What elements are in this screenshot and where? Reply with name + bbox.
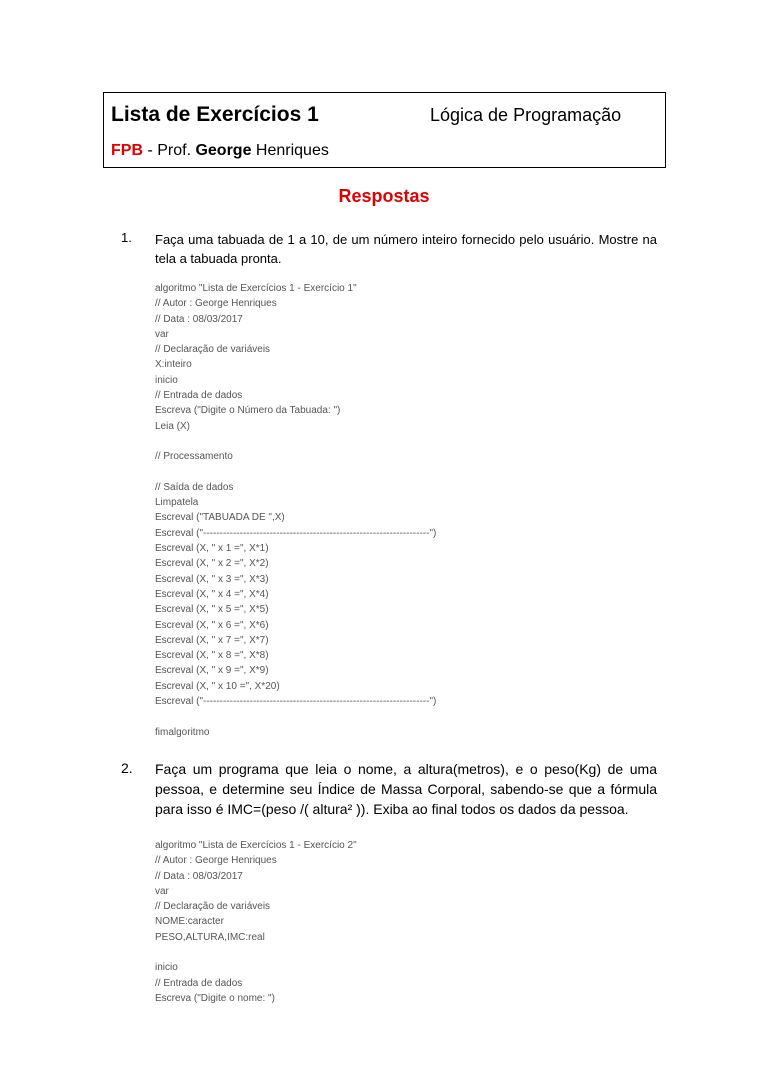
author-line: [111, 142, 329, 160]
code-line: Escreval ("--------------------------------------------------------------------"): [155, 696, 437, 708]
code-line: // Autor : George Henriques: [155, 855, 277, 867]
code-line: algoritmo "Lista de Exercícios 1 - Exercício 1": [155, 283, 357, 294]
code-line: // Entrada de dados: [155, 977, 243, 989]
question-2-text: Faça um programa que leia o nome, a altura(metros), e o peso(Kg) de uma pessoa, e determine seu Índice de Massa Corporal, sabendo-se que a fórmula para isso é IMC=(peso /( altura² )). Exiba ao final todos os dados da pessoa.: [155, 761, 657, 817]
code-line: // Entrada de dados: [155, 390, 243, 402]
code-line: fimalgoritmo: [155, 726, 210, 738]
code-line: Escreva ("Digite o Número da Tabuada: "): [155, 405, 341, 417]
code-line: // Autor : George Henriques: [155, 298, 277, 310]
document-header: [103, 92, 666, 168]
code-line: var: [155, 328, 169, 340]
author-separator: - Prof.: [143, 142, 196, 159]
code-line: Escreval ("--------------------------------------------------------------------"): [155, 527, 437, 539]
code-line: var: [155, 885, 169, 897]
question-1-text: Faça uma tabuada de 1 a 10, de um número inteiro fornecido pelo usuário. Mostre na tela a tabuada pronta.: [155, 232, 657, 266]
code-line: PESO,ALTURA,IMC:real: [155, 931, 265, 943]
code-line: Escreval (X, " x 7 =", X*7): [155, 634, 269, 646]
question-1-number: 1.: [121, 230, 132, 245]
code-line: Escreval (X, " x 5 =", X*5): [155, 604, 269, 616]
question-1-code: [155, 281, 436, 740]
code-line: // Saída de dados: [155, 481, 234, 493]
code-line: Escreva ("Digite o nome: "): [155, 992, 275, 1004]
code-line: [155, 434, 436, 449]
code-line: Escreval (X, " x 2 =", X*2): [155, 558, 269, 570]
code-line: Escreval (X, " x 6 =", X*6): [155, 619, 269, 631]
professor-last-name: Henriques: [251, 142, 329, 159]
code-line: [155, 945, 357, 960]
professor-first-name: George: [195, 142, 252, 159]
code-line: [155, 709, 436, 724]
code-line: Leia (X): [155, 420, 191, 432]
course-subject: Lógica de Programação: [430, 105, 622, 125]
code-line: Escreval (X, " x 3 =", X*3): [155, 573, 269, 585]
code-line: // Data : 08/03/2017: [155, 870, 243, 882]
code-line: inicio: [155, 374, 178, 386]
institution-label: FPB: [111, 142, 143, 159]
code-line: // Data : 08/03/2017: [155, 313, 243, 325]
question-2-number: 2.: [121, 760, 133, 776]
code-line: algoritmo "Lista de Exercícios 1 - Exercício 2": [155, 840, 357, 851]
code-line: NOME:caracter: [155, 916, 224, 928]
code-line: Escreval (X, " x 10 =", X*20): [155, 680, 280, 692]
question-2-code: [155, 838, 357, 1006]
section-title: Respostas: [338, 186, 430, 206]
code-line: Escreval (X, " x 1 =", X*1): [155, 543, 269, 555]
code-line: // Declaração de variáveis: [155, 344, 271, 356]
code-line: // Processamento: [155, 451, 233, 463]
code-line: Escreval (X, " x 4 =", X*4): [155, 588, 269, 600]
code-line: [155, 465, 436, 480]
code-line: Escreval (X, " x 8 =", X*8): [155, 650, 269, 662]
code-line: Escreval (X, " x 9 =", X*9): [155, 665, 269, 677]
code-line: Limpatela: [155, 497, 199, 509]
code-line: inicio: [155, 962, 178, 974]
code-line: Escreval ("TABUADA DE ",X): [155, 512, 285, 524]
document-title: Lista de Exercícios 1: [111, 103, 319, 126]
code-line: X:inteiro: [155, 359, 192, 371]
code-line: // Declaração de variáveis: [155, 901, 271, 913]
